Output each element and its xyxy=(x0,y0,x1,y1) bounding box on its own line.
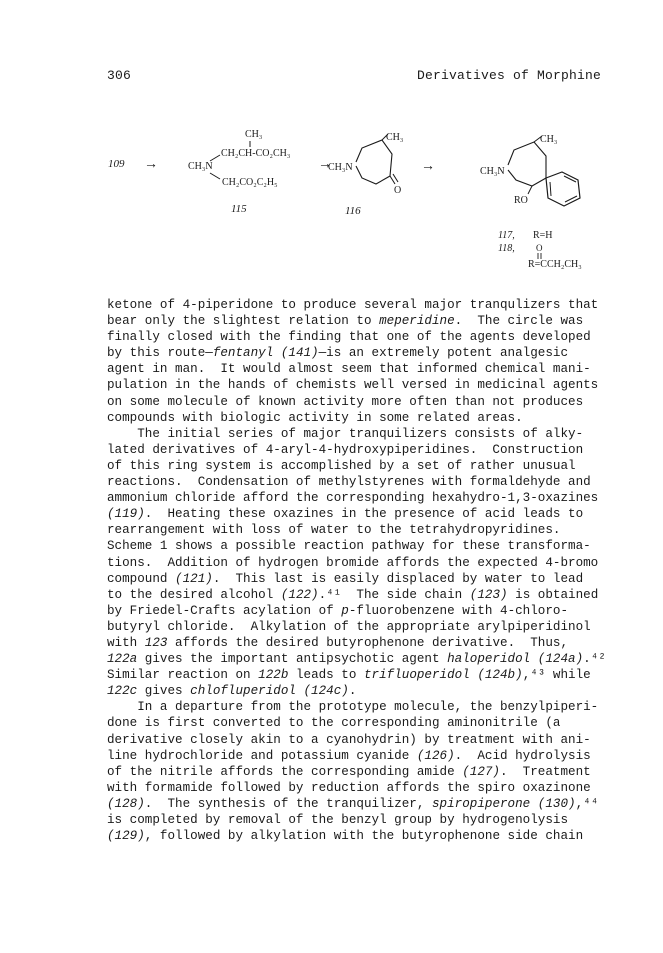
italic-text-run: meperidine xyxy=(379,314,455,329)
body-line xyxy=(107,555,607,571)
methyl-group: CH₃ xyxy=(386,132,404,143)
compound-117-118 xyxy=(480,134,582,270)
text-run: . The synthesis of the tranquilizer, xyxy=(144,796,432,811)
italic-text-run: (129) xyxy=(107,829,145,844)
italic-text-run: chlofluperidol (124c) xyxy=(190,684,349,699)
r-definition-117: R=H xyxy=(533,230,553,241)
body-line xyxy=(107,587,607,603)
italic-text-run: spiropiperone (130) xyxy=(431,796,576,811)
text-run: with xyxy=(107,635,145,650)
text-run: . Heating these oxazines in the presence of acid leads to xyxy=(144,507,584,522)
text-run: compounds with biologic activity in some related areas. xyxy=(107,410,523,425)
text-run: butyryl chloride. Alkylation of the appropriate arylpiperidinol xyxy=(107,619,591,634)
text-run: gives the important antipsychotic agent xyxy=(137,652,448,667)
running-title: Derivatives of Morphine xyxy=(416,68,601,83)
body-line xyxy=(107,780,607,796)
text-run: -fluorobenzene with 4-chloro- xyxy=(348,603,569,618)
text-run: reactions. Condensation of methylstyrenes with formaldehyde and xyxy=(107,475,591,490)
r-definition-118: R=CCH₂CH₃ xyxy=(528,259,582,270)
body-line xyxy=(107,571,607,587)
body-line xyxy=(107,345,607,361)
text-run: Scheme 1 shows a possible reaction pathway for these transforma- xyxy=(107,539,591,554)
italic-text-run: 122c xyxy=(107,684,138,699)
bond xyxy=(528,186,532,194)
italic-text-run: (119) xyxy=(107,507,145,522)
text-run: is obtained xyxy=(507,587,599,602)
text-run: .⁴² xyxy=(583,652,606,667)
text-run: agent in man. It would almost seem that informed chemical mani- xyxy=(107,362,591,377)
compound-109-label: 109 xyxy=(108,158,125,170)
text-run: Similar reaction on xyxy=(107,668,259,683)
body-line xyxy=(107,603,607,619)
compound-116 xyxy=(328,132,403,217)
body-line xyxy=(107,361,607,377)
body-line xyxy=(107,699,607,715)
italic-text-run: haloperidol (124a) xyxy=(447,652,584,667)
body-line xyxy=(107,426,607,442)
text-run: lated derivatives of 4-aryl-4-hydroxypiperidines. Construction xyxy=(107,442,584,457)
text-run: bear only the slightest relation to xyxy=(107,314,380,329)
aromatic-bond xyxy=(565,196,577,202)
compound-117-label: 117, xyxy=(498,230,515,241)
text-run: of the nitrile affords the corresponding amide xyxy=(107,764,463,779)
body-text xyxy=(107,297,607,844)
aromatic-bond xyxy=(564,176,576,182)
text-run: ketone of 4-piperidone to produce several major tranqulizers that xyxy=(107,298,599,312)
bond xyxy=(210,173,220,179)
body-line xyxy=(107,297,607,313)
text-run: gives xyxy=(137,684,191,699)
text-run: line hydrochloride and potassium cyanide xyxy=(107,748,417,763)
reaction-scheme xyxy=(100,110,620,290)
italic-text-run: 122a xyxy=(107,652,138,667)
phenyl-ring xyxy=(546,172,580,206)
body-line xyxy=(107,828,607,844)
carbonyl-bond xyxy=(393,174,398,182)
body-line xyxy=(107,410,607,426)
ring-nitrogen: CH₃N xyxy=(480,166,505,177)
italic-text-run: 122b xyxy=(258,668,289,683)
body-line xyxy=(107,812,607,828)
text-run: ,⁴³ while xyxy=(522,668,591,683)
text-run: In a departure from the prototype molecule, the benzylpiperi- xyxy=(107,700,599,715)
italic-text-run: (121) xyxy=(175,571,213,586)
methyl-group: CH₃ xyxy=(245,129,263,140)
body-line xyxy=(107,732,607,748)
text-run: compound xyxy=(107,571,176,586)
body-line xyxy=(107,490,607,506)
carbonyl-oxygen: O xyxy=(394,185,402,196)
text-run: pulation in the hands of chemists well versed in medicinal agents xyxy=(107,378,599,393)
text-run: , followed by alkylation with the butyrophenone side chain xyxy=(144,829,584,844)
ester-branch-top: CH₂CH-CO₂CH₃ xyxy=(221,148,291,159)
compound-118-label: 118, xyxy=(498,243,515,254)
ester-branch-bottom: CH₂CO₂C₂H₅ xyxy=(222,177,278,188)
aromatic-bond xyxy=(550,182,551,196)
text-run: .⁴¹ The side chain xyxy=(318,587,470,602)
text-run: done is first converted to the corresponding aminonitrile (a xyxy=(107,716,561,731)
body-line xyxy=(107,635,607,651)
piperidone-ring xyxy=(356,140,392,184)
text-run: The initial series of major tranquilizers consists of alky- xyxy=(107,426,584,441)
body-line xyxy=(107,748,607,764)
body-line xyxy=(107,764,607,780)
text-run: . Acid hydrolysis xyxy=(454,748,591,763)
body-line xyxy=(107,522,607,538)
body-line xyxy=(107,715,607,731)
body-line xyxy=(107,619,607,635)
piperidine-ring xyxy=(508,142,546,186)
text-run: derivative closely akin to a cyanohydrin) by treatment with ani- xyxy=(107,732,591,747)
carbonyl-bond xyxy=(390,176,395,184)
text-run: ammonium chloride afford the corresponding hexahydro-1,3-oxazines xyxy=(107,491,599,506)
text-run: ,⁴⁴ xyxy=(575,796,599,811)
italic-text-run: p xyxy=(341,603,349,618)
text-run: rearrangement with loss of water to the tetrahydropyridines. xyxy=(107,523,561,538)
body-line xyxy=(107,313,607,329)
reaction-arrow: → xyxy=(421,159,435,174)
body-line xyxy=(107,377,607,393)
acyl-oxygen: O xyxy=(536,243,543,253)
compound-115 xyxy=(188,129,290,215)
reaction-arrow: → xyxy=(144,157,158,172)
body-line xyxy=(107,667,607,683)
body-line xyxy=(107,329,607,345)
body-line xyxy=(107,796,607,812)
italic-text-run: (127) xyxy=(462,764,500,779)
italic-text-run: (126) xyxy=(416,748,455,763)
ring-nitrogen: CH₃N xyxy=(328,162,353,173)
compound-115-label: 115 xyxy=(231,203,247,215)
text-run: affords the desired butyrophenone derivative. Thus, xyxy=(167,635,569,650)
amine-nitrogen: CH₃N xyxy=(188,161,213,172)
italic-text-run: (123) xyxy=(469,587,508,602)
body-line xyxy=(107,442,607,458)
text-run: tions. Addition of hydrogen bromide affords the expected 4-bromo xyxy=(107,555,599,570)
text-run: with formamide followed by reduction affords the spiro oxazinone xyxy=(107,780,591,795)
italic-text-run: 123 xyxy=(144,635,168,650)
text-run: . This last is easily displaced by water to lead xyxy=(212,571,584,586)
text-run: . Treatment xyxy=(500,764,591,779)
reaction-arrow: → xyxy=(318,157,332,172)
body-line xyxy=(107,506,607,522)
italic-text-run: (128) xyxy=(107,796,145,811)
text-run: by Friedel-Crafts acylation of xyxy=(107,603,342,618)
text-run: on some molecule of known activity more often than not produces xyxy=(107,394,584,409)
text-run: leads to xyxy=(288,668,364,683)
body-line xyxy=(107,651,607,667)
text-run: . xyxy=(348,684,357,699)
compound-116-label: 116 xyxy=(345,205,361,217)
italic-text-run: fentanyl (141) xyxy=(212,346,319,361)
italic-text-run: trifluoperidol (124b) xyxy=(363,668,523,683)
body-line xyxy=(107,474,607,490)
page-number: 306 xyxy=(107,68,132,83)
italic-text-run: (122) xyxy=(280,587,319,602)
body-line xyxy=(107,683,607,699)
body-line xyxy=(107,458,607,474)
text-run: of this ring system is accomplished by a set of rather unusual xyxy=(107,458,576,473)
text-run: is completed by removal of the benzyl group by hydrogenolysis xyxy=(107,813,569,827)
text-run: . The circle was xyxy=(454,314,584,329)
text-run: —is an extremely potent analgesic xyxy=(318,346,569,361)
ro-group: RO xyxy=(514,195,528,206)
body-line xyxy=(107,394,607,410)
body-line xyxy=(107,538,607,554)
text-run: by this route— xyxy=(107,346,213,361)
text-run: finally closed with the finding that one of the agents developed xyxy=(107,330,591,345)
methyl-group: CH₃ xyxy=(540,134,558,145)
text-run: to the desired alcohol xyxy=(107,587,281,602)
